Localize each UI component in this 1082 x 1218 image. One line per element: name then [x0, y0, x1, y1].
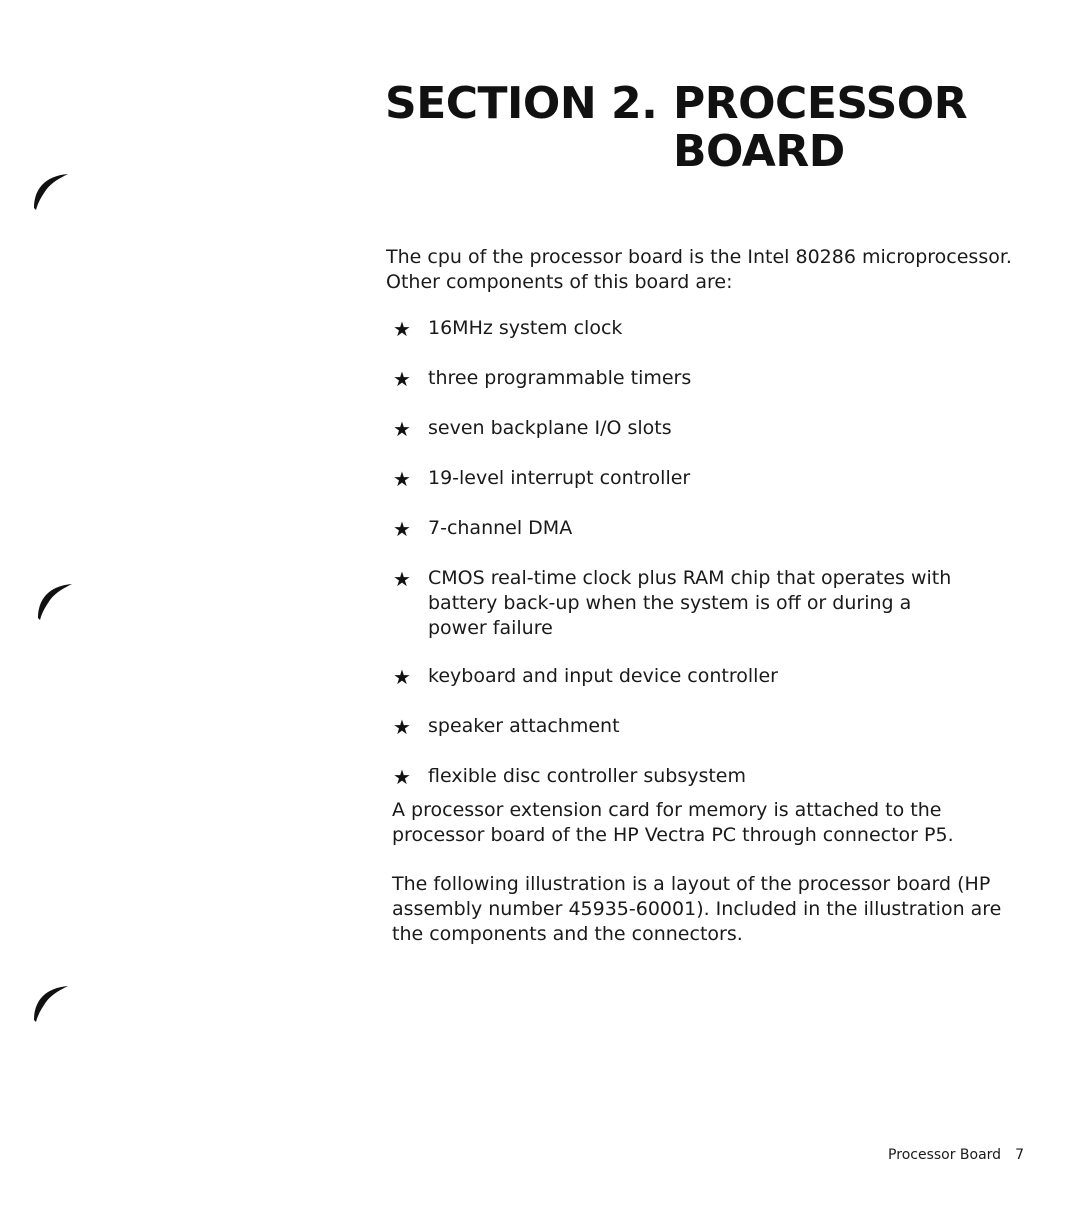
list-item — [393, 466, 1033, 493]
star-icon: ★ — [393, 765, 411, 789]
list-item-text: flexible disc controller subsystem — [428, 765, 747, 787]
star-icon: ★ — [393, 467, 411, 491]
list-item-text: seven backplane I/O slots — [428, 417, 672, 439]
list-item-text: three programmable timers — [428, 367, 692, 389]
list-item — [393, 566, 1033, 641]
star-icon: ★ — [393, 567, 411, 591]
page-number: 7 — [1015, 1147, 1024, 1163]
list-item — [393, 764, 1033, 791]
illustration-paragraph: The following illustration is a layout of the processor board (HP assembly number 45935-60001). Included in the illustration are the components and the connectors. — [392, 873, 1002, 945]
list-item — [393, 416, 1033, 443]
list-item — [393, 714, 1033, 741]
star-icon: ★ — [393, 367, 411, 391]
list-item-text: speaker attachment — [428, 715, 620, 737]
list-item-text: CMOS real-time clock plus RAM chip that operates with battery back-up when the system is off or during a power failure — [428, 567, 952, 639]
component-list — [393, 316, 1033, 814]
list-item — [393, 316, 1033, 343]
list-item-text: 16MHz system clock — [428, 317, 623, 339]
intro-paragraph: The cpu of the processor board is the Intel 80286 microprocessor. Other components of this board are: — [386, 246, 1012, 293]
binder-hole-mark-middle — [34, 578, 78, 622]
list-item — [393, 664, 1033, 691]
star-icon: ★ — [393, 317, 411, 341]
list-item — [393, 366, 1033, 393]
list-item-text: 7-channel DMA — [428, 517, 573, 539]
star-icon: ★ — [393, 417, 411, 441]
star-icon: ★ — [393, 665, 411, 689]
section-number: SECTION 2. — [385, 78, 658, 129]
star-icon: ★ — [393, 715, 411, 739]
binder-hole-mark-top — [30, 168, 74, 212]
list-item-text: keyboard and input device controller — [428, 665, 778, 687]
section-title: PROCESSOR BOARD — [673, 78, 968, 177]
star-icon: ★ — [393, 517, 411, 541]
list-item-text: 19-level interrupt controller — [428, 467, 691, 489]
extension-card-paragraph: A processor extension card for memory is attached to the processor board of the HP Vectra PC through connector P5. — [392, 799, 954, 846]
page-footer — [888, 1146, 1024, 1164]
running-title: Processor Board — [888, 1147, 1002, 1163]
binder-hole-mark-bottom — [30, 980, 74, 1024]
list-item — [393, 516, 1033, 543]
